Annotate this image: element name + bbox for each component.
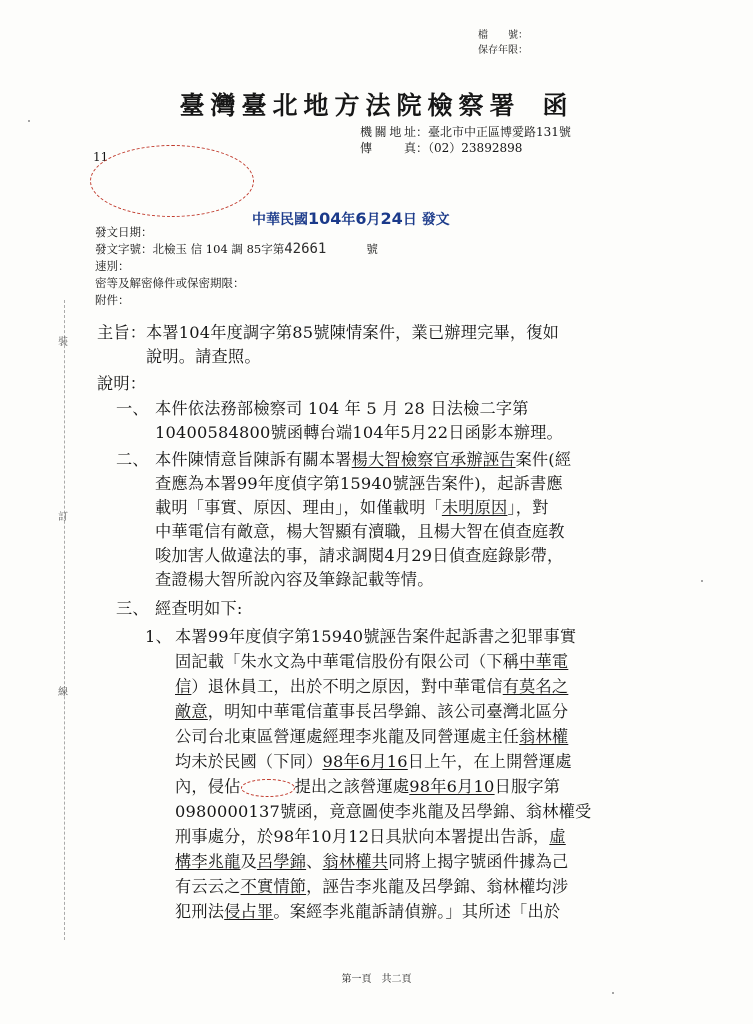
text-run: 同將上揭字號函件據為己 bbox=[388, 852, 569, 871]
scan-speck bbox=[28, 120, 30, 122]
underlined-run: 呂學錦 bbox=[256, 852, 307, 871]
scan-speck bbox=[701, 580, 703, 582]
item-2-line-5: 唆加害人做違法的事，請求調閱4月29日偵查庭錄影帶， bbox=[155, 546, 564, 565]
stamp-month: 6 bbox=[355, 209, 367, 228]
stamp-era: 中華民國 bbox=[252, 212, 308, 228]
stamp-day: 24 bbox=[380, 209, 403, 228]
text-run: 載明「事實、原因、理由」，如僅載明「 bbox=[155, 498, 442, 517]
text-run: 」，對 bbox=[507, 498, 549, 517]
file-number-label: 檔 號： bbox=[478, 30, 528, 41]
text-run: 及 bbox=[240, 852, 257, 871]
stamp-day-unit: 日 bbox=[402, 212, 417, 228]
subject-label: 主旨： bbox=[97, 323, 147, 342]
agency-address: 機關地址：臺北市中正區博愛路131號 bbox=[360, 125, 571, 139]
item-3-text: 經查明如下: bbox=[155, 599, 243, 618]
underlined-run: 98年6月16 bbox=[322, 752, 408, 771]
subitem-1-line-3 bbox=[175, 675, 568, 699]
fax-value: （02）23892898 bbox=[428, 141, 523, 155]
attachment-label: 附件： bbox=[95, 293, 130, 307]
issue-number-label: 發文字號： bbox=[95, 242, 153, 256]
underlined-run: 未明原因 bbox=[441, 498, 508, 517]
underlined-run: 98年6月10 bbox=[409, 777, 495, 796]
security-label: 密等及解密條件或保密期限： bbox=[95, 276, 245, 290]
item-2-number: 二、 bbox=[116, 450, 149, 469]
subitem-1-line-11 bbox=[175, 875, 568, 899]
subitem-1-line-6 bbox=[175, 750, 572, 774]
text-run: ）退休員工，出於不明之原因，對中華電信 bbox=[191, 677, 503, 696]
issue-number-row bbox=[95, 241, 378, 258]
address-label: 機關地址 bbox=[360, 125, 416, 139]
item-3-number: 三、 bbox=[116, 599, 149, 618]
scan-speck bbox=[612, 992, 614, 994]
recipient-code: 11 bbox=[93, 150, 109, 164]
subitem-1-line-12 bbox=[175, 900, 560, 924]
agency-name: 臺灣臺北地方法院檢察署 bbox=[179, 91, 521, 120]
underlined-run: 侵占罪 bbox=[224, 902, 274, 921]
fax-label: 傳 真 bbox=[360, 141, 416, 155]
underlined-run: 中華電 bbox=[519, 652, 569, 671]
item-2-line-4: 中華電信有敵意，楊大智顯有瀆職，且楊大智在偵查庭教 bbox=[155, 522, 565, 541]
address-value: 臺北市中正區博愛路131號 bbox=[428, 125, 571, 139]
issue-number-value: 北檢玉 信 104 調 85字第 bbox=[152, 242, 285, 256]
page-number: 第一頁 共二頁 bbox=[341, 974, 412, 985]
binding-line bbox=[64, 300, 65, 940]
subitem-1-line-4 bbox=[175, 700, 568, 724]
subitem-1-line-5 bbox=[175, 725, 568, 749]
agency-fax: 傳 真：（02）23892898 bbox=[360, 141, 523, 155]
margin-mark-line: 線 bbox=[58, 687, 68, 698]
subitem-1-number: 1、 bbox=[145, 627, 172, 646]
issue-date-label: 發文日期： bbox=[95, 225, 153, 239]
document-title bbox=[0, 86, 753, 122]
subject-line-2: 說明。請查照。 bbox=[146, 347, 261, 366]
issue-number-suffix: 號 bbox=[366, 242, 378, 256]
document-type: 函 bbox=[542, 91, 574, 120]
text-run: 犯刑法 bbox=[175, 902, 225, 921]
stamp-year-unit: 年 bbox=[341, 212, 356, 228]
subitem-1-line-2 bbox=[175, 650, 568, 674]
underlined-run: 翁林權 bbox=[519, 727, 569, 746]
text-run: ，明知中華電信董事長呂學錦、該公司臺灣北區分 bbox=[207, 702, 569, 721]
text-run: 日上午，在上開營運處 bbox=[407, 752, 572, 771]
retention-period-label: 保存年限： bbox=[478, 45, 528, 56]
text-run: 固記載「朱水文為中華電信股份有限公司（下稱 bbox=[175, 652, 520, 671]
item-2-line-1 bbox=[155, 448, 571, 472]
subitem-1-line-9 bbox=[175, 825, 566, 849]
margin-mark-staple: 訂 bbox=[58, 512, 68, 523]
text-run: 提出之該營運處 bbox=[294, 777, 410, 796]
text-run: 內，侵佔 bbox=[175, 777, 241, 796]
text-run: 刑事處分，於98年10月12日具狀向本署提出告訴， bbox=[175, 827, 550, 846]
underlined-run: 虛 bbox=[549, 827, 566, 846]
explanation-label: 說明： bbox=[97, 374, 147, 393]
text-run: 本件陳情意旨陳訴有關本署 bbox=[155, 450, 352, 469]
redaction-oval bbox=[90, 145, 254, 217]
text-run: ，誣告李兆龍及呂學錦、翁林權均涉 bbox=[306, 877, 569, 896]
issue-number-handwritten: 42661 bbox=[284, 241, 327, 257]
underlined-run: 構李兆龍 bbox=[175, 852, 241, 871]
subitem-1-line-1: 本署99年度偵字第15940號誣告案件起訴書之犯罪事實 bbox=[175, 627, 577, 646]
text-run: 均未於民國（下同） bbox=[175, 752, 323, 771]
stamp-year: 104 bbox=[308, 209, 342, 228]
stamp-suffix: 發文 bbox=[421, 212, 450, 228]
text-run: 。案經李兆龍訴請偵辦。」其所述「出於 bbox=[273, 902, 561, 921]
subitem-1-line-10 bbox=[175, 850, 568, 874]
item-2-line-3 bbox=[155, 496, 549, 520]
item-1-line-2: 10400584800號函轉台端104年5月22日函影本辦理。 bbox=[155, 423, 563, 442]
subitem-1-line-8: 0980000137號函，竟意圖使李兆龍及呂學錦、翁林權受 bbox=[175, 802, 592, 821]
underlined-run: 楊大智檢察官承辦誣告 bbox=[351, 450, 516, 469]
item-1-line-1: 本件依法務部檢察司 104 年 5 月 28 日法檢二字第 bbox=[155, 399, 529, 418]
underlined-run: 信 bbox=[175, 677, 192, 696]
text-run: 案件(經 bbox=[515, 450, 572, 469]
text-run: 、 bbox=[306, 852, 323, 871]
text-run: 公司台北東區營運處經理李兆龍及同營運處主任 bbox=[175, 727, 520, 746]
underlined-run: 有莫名之 bbox=[502, 677, 569, 696]
redaction-oval-inline bbox=[241, 779, 295, 797]
subitem-1-line-7 bbox=[175, 775, 560, 799]
speed-label: 速別： bbox=[95, 259, 130, 273]
underlined-run: 翁林權共 bbox=[322, 852, 389, 871]
item-2-line-2: 查應為本署99年度偵字第15940號誣告案件)，起訴書應 bbox=[155, 474, 563, 493]
item-1-number: 一、 bbox=[116, 399, 149, 418]
stamp-month-unit: 月 bbox=[366, 212, 381, 228]
margin-mark-bind: 裝 bbox=[58, 337, 68, 348]
text-run: 日服字第 bbox=[494, 777, 561, 796]
subject-line-1: 本署104年度調字第85號陳情案件，業已辦理完畢，復如 bbox=[146, 323, 560, 342]
underlined-run: 不實情節 bbox=[240, 877, 307, 896]
text-run: 有云云之 bbox=[175, 877, 241, 896]
underlined-run: 敵意 bbox=[175, 702, 208, 721]
item-2-line-6: 查證楊大智所說內容及筆錄記載等情。 bbox=[155, 570, 434, 589]
issue-date-stamp bbox=[252, 209, 450, 229]
